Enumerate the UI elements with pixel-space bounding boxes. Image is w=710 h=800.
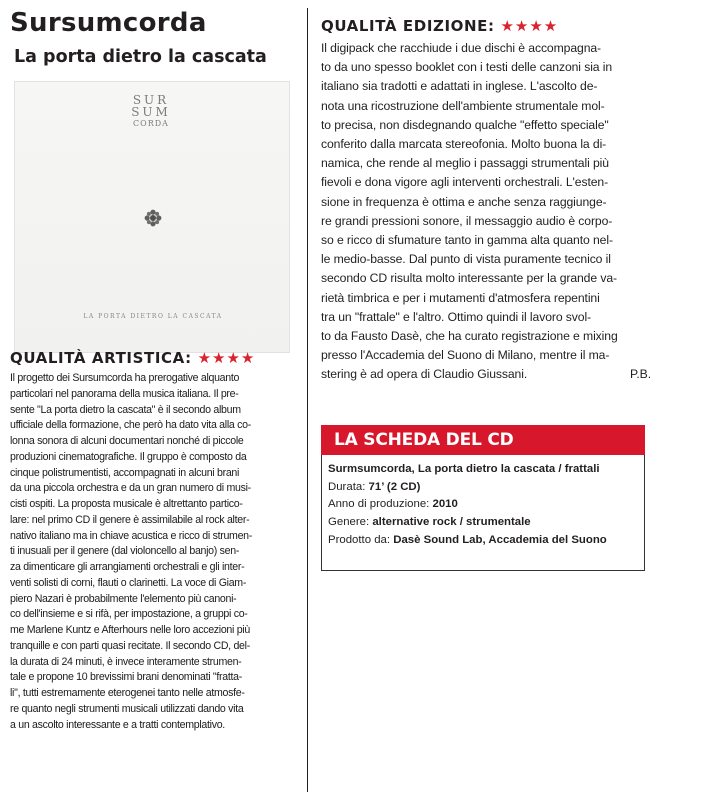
artistic-review-line: la durata di 24 minuti, è invece interamente strumen- <box>10 655 242 668</box>
cover-logo-line: SUR <box>132 93 170 107</box>
artistic-review-line: sente "La porta dietro la cascata" è il secondo album <box>10 403 241 416</box>
edition-review-line: italiano sia tradotti e adattati in inglese. L'ascolto de- <box>321 79 598 94</box>
left-column <box>10 8 294 731</box>
edition-quality-label: QUALITÀ EDIZIONE: <box>321 17 495 35</box>
artistic-review-line: piero Nazari è probabilmente l'elemento più canoni- <box>10 592 237 605</box>
cd-duration-label: Durata: <box>328 480 366 493</box>
artistic-review-line: particolari nel panorama della musica italiana. Il pre- <box>10 387 239 400</box>
cd-year-label: Anno di produzione: <box>328 498 430 511</box>
artistic-review-line: me Marlene Kuntz e Afterhours nelle loro accezioni più <box>10 624 250 636</box>
artistic-review-line: cisti ospiti. La proposta musicale è altrettanto partico- <box>10 498 243 510</box>
edition-review-line: presso l'Accademia del Suono di Milano, mentre il ma- <box>321 348 610 363</box>
edition-review-line: fievoli e dona vigore agli interventi orchestrali. L'esten- <box>321 175 609 190</box>
artistic-review-line: li", tutti estremamente eterogenei tanto nelle atmosfe- <box>10 687 245 699</box>
artistic-review-line: produzioni cinematografiche. Il gruppo è composto da <box>10 450 247 463</box>
edition-review-line: to da uno spesso booklet con i testi delle canzoni sia in <box>321 60 613 75</box>
cd-genre-row <box>328 514 607 532</box>
artistic-rating-stars: ★★★★ <box>197 349 256 367</box>
cd-duration-value: 71’ (2 CD) <box>368 480 421 493</box>
edition-quality-heading <box>321 17 558 35</box>
cd-genre-value: alternative rock / strumentale <box>372 516 531 529</box>
cover-logo-line: SUM <box>131 105 171 119</box>
artistic-review-line: nativo italiano ma in chiave acustica e ricco di strumen- <box>10 529 252 542</box>
edition-review-line: le medio-basse. Dal punto di vista puramente tecnico il <box>321 252 611 267</box>
artistic-review-line: lonna sonora di alcuni documentari nonché di piccole <box>10 435 244 447</box>
edition-last-line <box>321 365 651 384</box>
artistic-review-line: cinque polistrumentisti, accompagnati in alcuni brani <box>10 466 240 479</box>
cover-logo-line: CORDA <box>133 119 169 128</box>
artistic-review-line: da una piccola orchestra e da un gran numero di musi- <box>10 482 251 495</box>
edition-review-line: sione in frequenza è ottima e anche senza raggiunge- <box>321 194 607 209</box>
artistic-review-line: a un ascolto interessante e a tratti contemplativo. <box>10 718 225 731</box>
edition-review-line: so e ricco di sfumature tanto in gamma alta quanto nel- <box>321 233 613 248</box>
edition-review-line: Il digipack che racchiude i due dischi è accompagna- <box>321 41 602 55</box>
album-cover-image <box>14 81 290 353</box>
cd-info-card <box>321 425 645 571</box>
artistic-review-line: co dell'insieme e si rifà, per impostazione, a gruppi co- <box>10 608 248 621</box>
cd-genre-label: Genere: <box>328 516 370 529</box>
cd-producer-value: Dasè Sound Lab, Accademia del Suono <box>393 533 607 546</box>
album-artist-title: Sursumcorda <box>10 8 207 38</box>
edition-review-line: re grandi pressioni sonore, il messaggio audio è corpo- <box>321 213 613 228</box>
album-title: La porta dietro la cascata <box>14 47 267 67</box>
cd-card-header: LA SCHEDA DEL CD <box>321 425 645 455</box>
cover-band-logo <box>121 94 181 130</box>
column-divider <box>307 8 308 792</box>
artistic-review-text <box>10 371 294 733</box>
cd-card-body <box>328 461 607 550</box>
cover-album-caption: LA PORTA DIETRO LA CASCATA <box>83 313 223 320</box>
artistic-review-line: tranquille e con parti quasi recitate. Il secondo CD, del- <box>10 639 250 652</box>
cd-duration-row <box>328 479 607 497</box>
cd-producer-row <box>328 532 607 550</box>
edition-review-text <box>321 39 651 385</box>
flower-emblem-icon <box>143 208 163 228</box>
artistic-review-line: tale e propone 10 brevissimi brani denominati "fratta- <box>10 671 242 684</box>
artistic-quality-label: QUALITÀ ARTISTICA: <box>10 349 192 367</box>
edition-review-line: rietà timbrica e per i mutamenti d'atmosfera repentini <box>321 290 600 305</box>
edition-review-line: nota una ricostruzione dell'ambiente strumentale mol- <box>321 98 605 113</box>
artistic-review-line: ti inusuali per il genere (dal violoncello al banjo) sen- <box>10 545 240 558</box>
edition-review-line: stering è ad opera di Claudio Giussani. <box>321 367 528 382</box>
author-signature: P.B. <box>629 367 651 382</box>
artistic-review-line: ufficiale della formazione, che però ha dato vita alla co- <box>10 419 251 432</box>
artistic-review-line: lare: nel primo CD il genere è assimilabile al rock alter- <box>10 513 250 526</box>
artistic-quality-heading <box>10 349 255 367</box>
artistic-review-line: venti solisti di corni, flauti o clarinetti. La voce di Giam- <box>10 576 247 589</box>
edition-review-line: secondo CD risulta molto interessante per la grande va- <box>321 271 617 286</box>
artistic-review-line: Il progetto dei Sursumcorda ha prerogative alquanto <box>10 372 240 384</box>
edition-review-line: to precisa, non disdegnando qualche "effetto speciale" <box>321 117 609 132</box>
cd-year-value: 2010 <box>432 498 458 511</box>
artistic-review-line: za dimenticare gli arrangiamenti orchestrali e gli inter- <box>10 561 245 573</box>
edition-review-line: conferito dalla marcata stereofonia. Molto buona la di- <box>321 137 607 152</box>
edition-rating-stars: ★★★★ <box>500 17 559 35</box>
artistic-review-line: re quanto negli strumenti musicali utilizzati dando vita <box>10 702 244 715</box>
cd-producer-label: Prodotto da: <box>328 533 391 546</box>
cd-year-row <box>328 496 607 514</box>
edition-review-line: tra un "frattale" e l'altro. Ottimo quindi il lavoro svol- <box>321 309 592 324</box>
edition-review-line: to da Fausto Dasè, che ha curato registrazione e mixing <box>321 329 618 344</box>
cd-card-headline: Surmsumcorda, La porta dietro la cascata / frattali <box>328 463 600 475</box>
edition-review-line: namica, che rende al meglio i passaggi strumentali più <box>321 156 609 171</box>
